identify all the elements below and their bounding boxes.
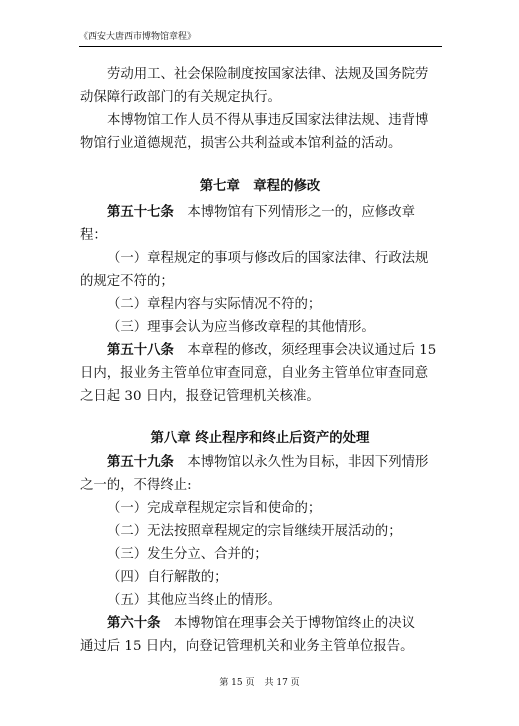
article-58-text: 本章程的修改，须经理事会决议通过后 15 xyxy=(173,343,437,358)
page-footer xyxy=(0,677,519,689)
article-59-label: 第五十九条 xyxy=(107,455,174,470)
article-57-item-2: （二）章程内容与实际情况不符的； xyxy=(107,297,322,312)
page-total: 共 17 页 xyxy=(264,678,300,688)
article-59-item-2: （二）无法按照章程规定的宗旨继续开展活动的； xyxy=(107,524,402,539)
article-60-line-2: 通过后 15 日内，向登记管理机关和业务主管单位报告。 xyxy=(80,639,414,654)
article-57-label: 第五十七条 xyxy=(107,205,174,220)
paragraph-staff-line-1: 本博物馆工作人员不得从事违反国家法律法规、违背博 xyxy=(107,113,429,128)
paragraph-labor-line-2: 动保障行政部门的有关规定执行。 xyxy=(80,90,281,105)
article-58-label: 第五十八条 xyxy=(107,343,174,358)
chapter-8-heading: 第八章 终止程序和终止后资产的处理 xyxy=(150,431,370,446)
article-58-line-2: 日内，报业务主管单位审查同意，自业务主管单位审查同意 xyxy=(80,366,429,381)
page-header xyxy=(79,30,442,47)
article-57-item-1-line-2: 的规定不符的； xyxy=(80,274,174,289)
paragraph-labor-line-1: 劳动用工、社会保险制度按国家法律、法规及国务院劳 xyxy=(107,67,429,82)
document-title: 《西安大唐西市博物馆章程》 xyxy=(79,32,197,42)
article-57-text: 本博物馆有下列情形之一的，应修改章 xyxy=(173,205,415,220)
article-58-line-1 xyxy=(80,339,440,362)
article-57-line-2: 程： xyxy=(80,228,107,243)
article-59-item-3: （三）发生分立、合并的； xyxy=(107,547,268,562)
article-59-text: 本博物馆以永久性为目标，非因下列情形 xyxy=(173,455,429,470)
article-57-item-1-line-1: （一）章程规定的事项与修改后的国家法律、行政法规 xyxy=(107,251,429,266)
article-59-item-4: （四）自行解散的； xyxy=(107,570,228,585)
article-59-line-2: 之一的，不得终止: xyxy=(80,478,192,493)
article-59-item-5: （五）其他应当终止的情形。 xyxy=(107,593,282,608)
paragraph-staff-line-2: 物馆行业道德规范，损害公共利益或本馆利益的活动。 xyxy=(80,136,402,151)
article-60-text: 本博物馆在理事会关于博物馆终止的决议 xyxy=(160,616,415,631)
article-60-label: 第六十条 xyxy=(107,616,161,631)
article-57-line-1 xyxy=(80,201,440,224)
chapter-7-heading: 第七章 章程的修改 xyxy=(199,179,321,194)
article-58-line-3: 之日起 30 日内，报登记管理机关核准。 xyxy=(80,389,320,404)
page-number: 第 15 页 xyxy=(219,678,255,688)
article-60-line-1 xyxy=(80,612,440,635)
article-59-line-1 xyxy=(80,451,440,474)
article-59-item-1: （一）完成章程规定宗旨和使命的； xyxy=(107,501,322,516)
article-57-item-3: （三）理事会认为应当修改章程的其他情形。 xyxy=(107,320,375,335)
